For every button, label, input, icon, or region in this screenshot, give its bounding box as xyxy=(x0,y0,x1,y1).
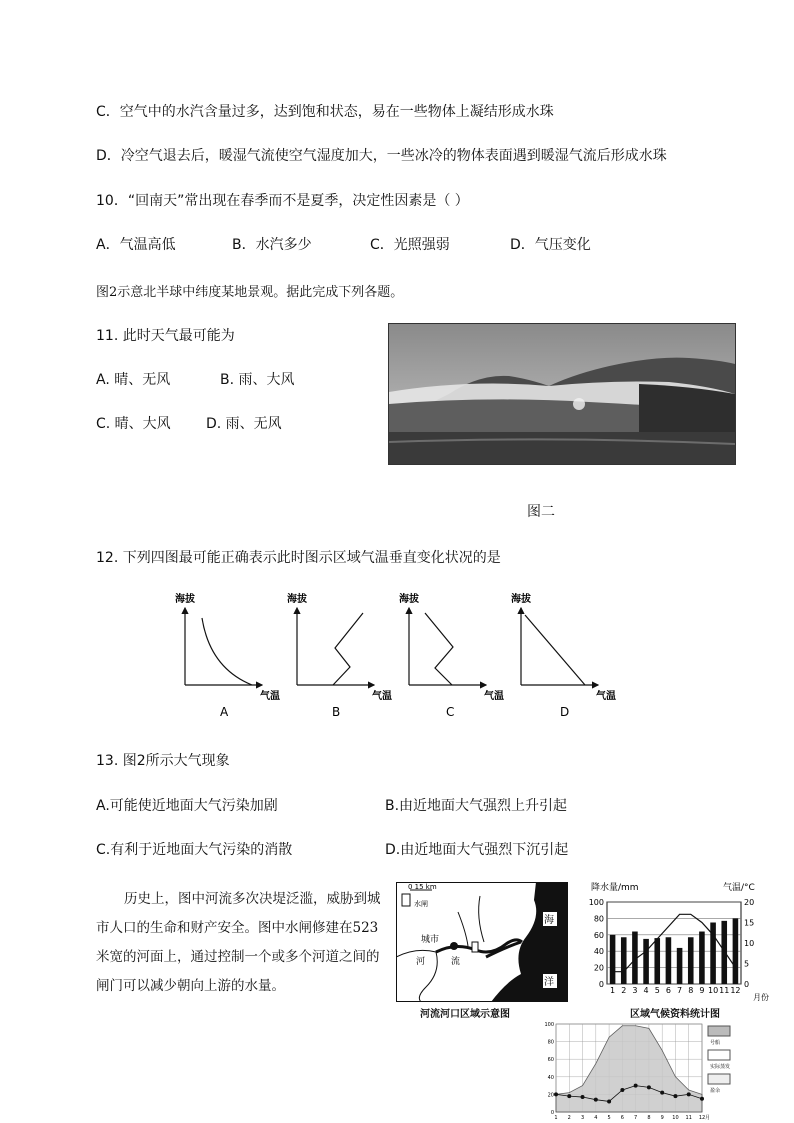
figure2-caption: 图二 xyxy=(527,504,555,520)
precip-bar xyxy=(721,921,727,984)
precip-bar xyxy=(621,937,627,984)
balance-point xyxy=(634,1084,638,1088)
chart-plot-area xyxy=(607,902,741,984)
x-axis-label: 气温 xyxy=(372,691,392,702)
q13-option-a: A.可能使近地面大气污染加剧 xyxy=(96,798,278,814)
q10-option-c: C．光照强弱 xyxy=(370,237,450,253)
x-axis-label: 气温 xyxy=(484,691,504,702)
balance-x-tick: 4 xyxy=(594,1115,598,1120)
q11-stem: 11. 此时天气最可能为 xyxy=(96,328,235,344)
river-passage xyxy=(96,885,388,1001)
river-mouth-map xyxy=(396,882,568,1002)
balance-y-tick: 20 xyxy=(547,1092,554,1099)
y-axis-label: 海拔 xyxy=(287,594,307,605)
chart-y-tick: 80 xyxy=(593,914,604,924)
map-city-label: 城市 xyxy=(421,935,440,945)
x-axis-label: 气温 xyxy=(260,691,280,702)
chart-x-tick: 10 xyxy=(707,986,719,995)
q9-option-d: D．冷空气退去后，暖湿气流使空气湿度加大，一些冰冷的物体表面遇到暖湿气流后形成水珠 xyxy=(96,148,667,164)
y-axis-label: 海拔 xyxy=(511,594,531,605)
balance-x-tick: 3 xyxy=(580,1115,585,1120)
passage-text: 历史上，图中河流多次决堤泛滥，威胁到城市人口的生命和财产安全。图中水闸修建在523米宽的河面上，通过控制一个或多个河道之间的闸门可以减少朝向上游的水量。 xyxy=(96,891,381,994)
chart-y2-tick: 10 xyxy=(744,939,755,948)
balance-y-tick: 40 xyxy=(547,1074,554,1081)
precip-bar xyxy=(643,939,649,984)
balance-y-tick: 60 xyxy=(547,1057,554,1064)
profile-graph-a xyxy=(175,592,280,719)
q10-stem: 10．“回南天”常出现在春季而不是夏季，决定性因素是（ ） xyxy=(96,193,469,209)
q12-stem: 12. 下列四图最可能正确表示此时图示区域气温垂直变化状况的是 xyxy=(96,550,501,566)
x-axis-label: 气温 xyxy=(596,691,616,702)
q11-option-d: D. 雨、无风 xyxy=(206,416,282,432)
q13-stem: 13. 图2所示大气现象 xyxy=(96,753,230,769)
q11-option-c: C. 晴、大风 xyxy=(96,416,171,432)
precip-bar xyxy=(677,948,683,984)
chart-x-tick: 2 xyxy=(621,986,627,995)
q10-option-b: B．水汽多少 xyxy=(232,237,312,253)
balance-y-tick: 80 xyxy=(547,1039,554,1046)
profile-graph-c xyxy=(399,592,504,719)
balance-point xyxy=(594,1098,598,1102)
balance-point xyxy=(673,1094,677,1098)
chart-x-tick: 7 xyxy=(677,986,683,995)
balance-x-tick: 6 xyxy=(620,1115,624,1120)
landscape-photo xyxy=(388,323,736,465)
q13-option-b: B.由近地面大气强烈上升引起 xyxy=(385,798,568,814)
balance-x-tick: 1 xyxy=(554,1115,558,1120)
chart-y2-tick: 20 xyxy=(744,898,755,907)
chart-x-tick: 4 xyxy=(643,986,649,995)
precip-bar xyxy=(610,935,616,984)
balance-x-tick: 11 xyxy=(685,1115,692,1120)
map-caption: 河流河口区域示意图 xyxy=(420,1009,510,1020)
chart-y2-tick: 5 xyxy=(744,959,750,969)
precip-bar xyxy=(710,923,716,985)
balance-x-tick: 12 xyxy=(698,1115,706,1120)
chart-y2-tick: 0 xyxy=(744,980,750,989)
graph-label-a: A xyxy=(220,705,229,719)
y-axis-label: 海拔 xyxy=(175,594,195,605)
balance-x-tick: 7 xyxy=(634,1115,638,1120)
map-scale: 0 15 km xyxy=(408,883,437,891)
chart-y-tick: 40 xyxy=(593,947,604,957)
chart-y-tick: 100 xyxy=(588,898,604,907)
legend-item-3: 盈余 xyxy=(710,1088,721,1094)
temperature-profiles xyxy=(170,588,630,723)
q10-option-a: A．气温高低 xyxy=(96,237,176,253)
balance-x-tick: 10 xyxy=(672,1115,679,1120)
balance-legend xyxy=(708,1026,730,1094)
q10-option-d: D．气压变化 xyxy=(510,237,591,253)
climate-chart xyxy=(585,880,775,1008)
balance-x-tick: 8 xyxy=(647,1115,651,1120)
water-balance-chart xyxy=(540,1020,740,1120)
chart-y2-tick: 15 xyxy=(744,918,755,928)
legend-item-2: 实际蒸发 xyxy=(710,1064,731,1070)
chart-x-tick: 12 xyxy=(730,986,741,995)
q13-option-c: C.有利于近地面大气污染的消散 xyxy=(96,842,293,858)
graph-label-b: B xyxy=(332,705,341,719)
q9-option-c: C．空气中的水汽含量过多，达到饱和状态，易在一些物体上凝结形成水珠 xyxy=(96,104,554,120)
balance-x-tick: 9 xyxy=(660,1115,664,1120)
map-river-label-2: 流 xyxy=(451,957,461,967)
map-river-label-1: 河 xyxy=(416,957,426,967)
precip-bar xyxy=(688,937,694,984)
chart-y-tick: 0 xyxy=(598,980,604,989)
q13-option-d: D.由近地面大气强烈下沉引起 xyxy=(385,842,569,858)
balance-point xyxy=(581,1095,585,1099)
balance-point xyxy=(620,1088,624,1092)
precip-bar xyxy=(666,937,672,984)
graph-label-d: D xyxy=(560,705,570,719)
balance-point xyxy=(567,1094,571,1098)
balance-point xyxy=(660,1091,664,1095)
profile-graph-d xyxy=(511,592,616,719)
chart-x-tick: 11 xyxy=(719,986,730,995)
chart-x-label: 月份 xyxy=(753,993,769,1002)
y-axis-label: 海拔 xyxy=(399,594,419,605)
q11-option-b: B. 雨、大风 xyxy=(220,372,295,388)
chart-x-tick: 3 xyxy=(632,986,638,995)
balance-y-tick: 100 xyxy=(544,1022,554,1028)
balance-x-tick: 5 xyxy=(607,1115,611,1120)
profile-graph-b xyxy=(287,592,392,719)
balance-x-label: 月 xyxy=(705,1115,711,1120)
precip-bar xyxy=(733,918,739,984)
chart-y-label: 降水量/mm xyxy=(591,883,639,893)
balance-y-tick: 0 xyxy=(550,1110,554,1116)
precip-bar xyxy=(654,938,660,984)
chart-x-tick: 9 xyxy=(699,986,705,995)
chart-x-tick: 8 xyxy=(688,986,694,995)
map-ocean-label: 洋 xyxy=(544,977,554,988)
balance-x-tick: 2 xyxy=(567,1115,571,1120)
precip-bar xyxy=(699,932,705,984)
balance-point xyxy=(554,1092,558,1096)
q11-option-a: A. 晴、无风 xyxy=(96,372,171,388)
chart-y2-label: 气温/°C xyxy=(723,883,755,893)
map-sluice-label: 水闸 xyxy=(414,900,428,908)
chart-x-tick: 1 xyxy=(610,986,616,995)
balance-point xyxy=(687,1092,691,1096)
chart-x-tick: 5 xyxy=(654,986,660,995)
balance-point xyxy=(647,1085,651,1089)
chart-y-tick: 20 xyxy=(593,963,604,973)
map-sea-label: 海 xyxy=(544,915,554,926)
chart-title: 区域气候资料统计图 xyxy=(630,1009,720,1020)
chart-y-tick: 60 xyxy=(593,930,604,940)
balance-point xyxy=(607,1099,611,1103)
chart-x-tick: 6 xyxy=(665,986,671,995)
balance-point xyxy=(700,1097,704,1101)
legend-item-1: 号船 xyxy=(710,1040,721,1046)
graph-label-c: C xyxy=(446,705,455,719)
figure2-intro: 图2示意北半球中纬度某地景观。据此完成下列各题。 xyxy=(96,285,404,300)
